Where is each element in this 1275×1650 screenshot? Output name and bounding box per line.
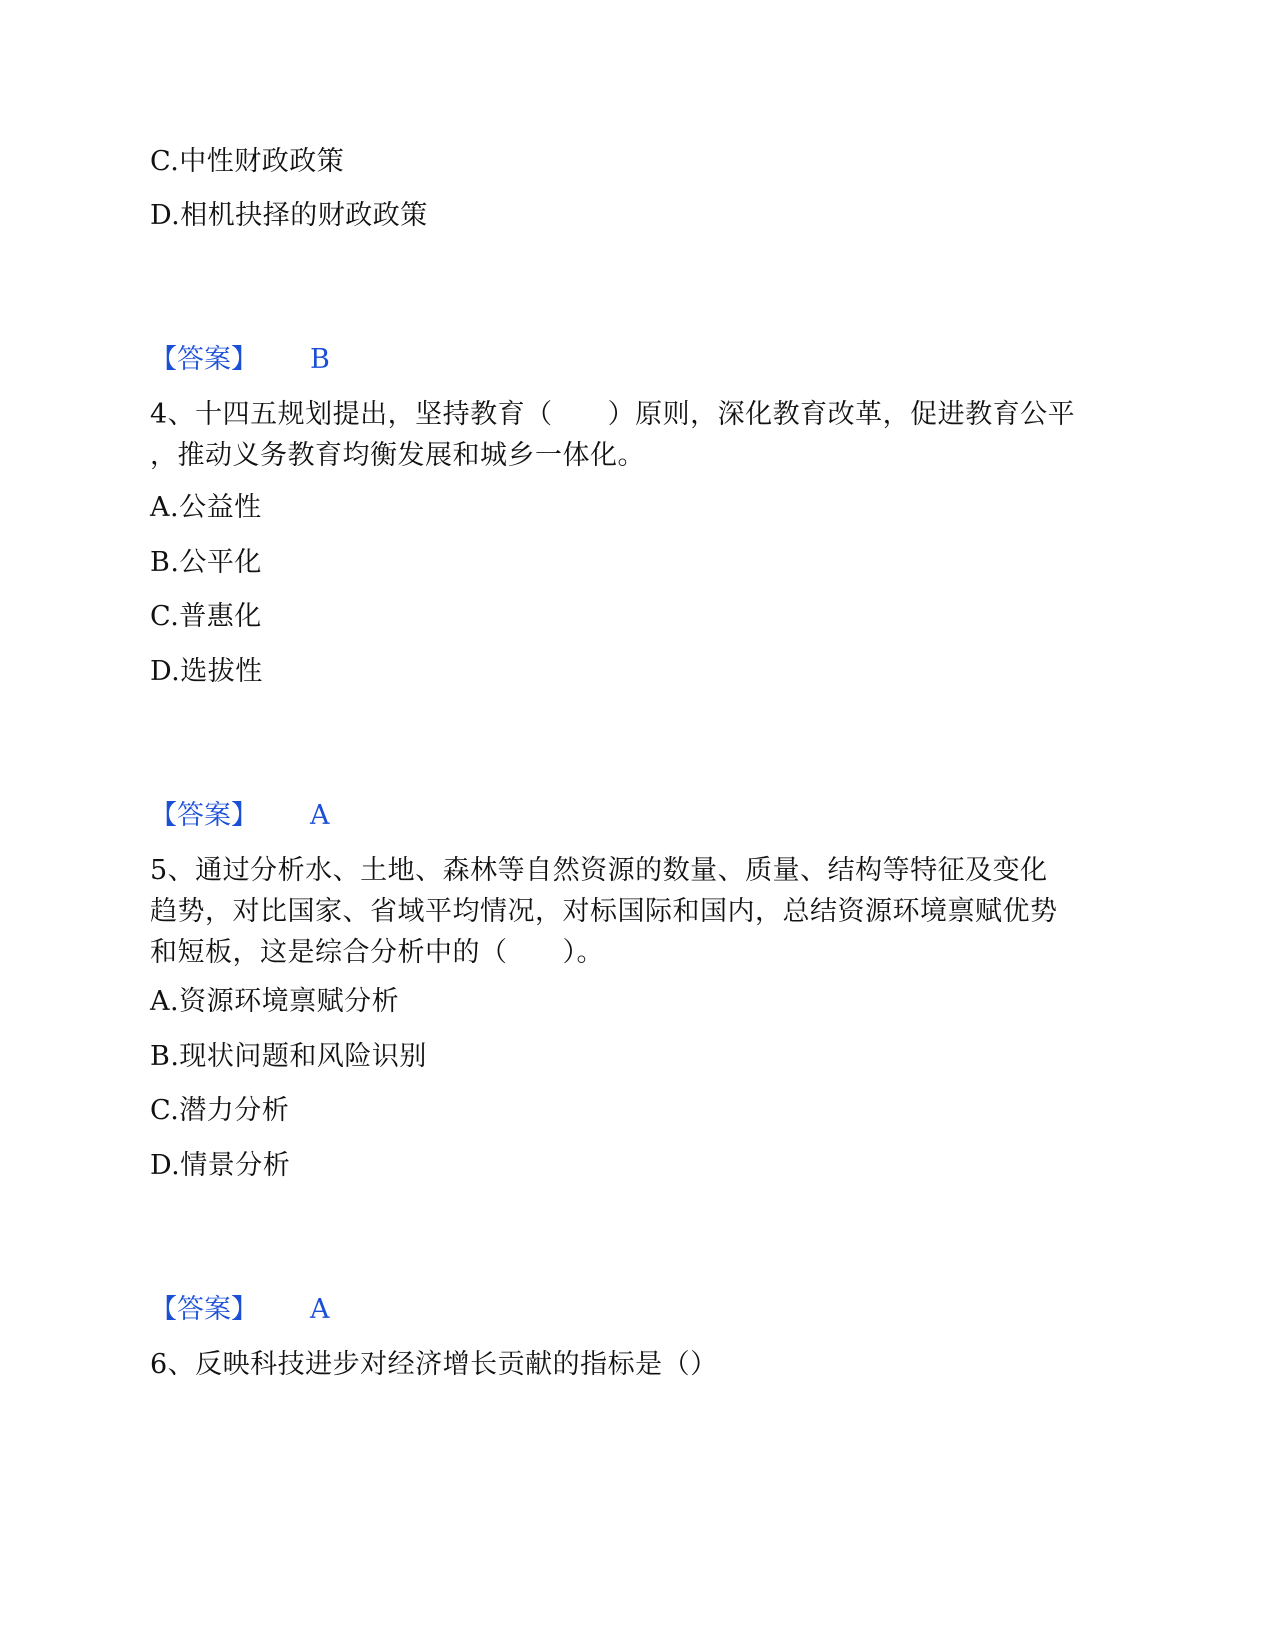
q4-stem-line-1: 4、十四五规划提出，坚持教育（ ）原则，深化教育改革，促进教育公平 (150, 399, 1076, 430)
q4-answer (150, 796, 330, 836)
q5-stem-line-2: 趋势，对比国家、省域平均情况，对标国际和国内，总结资源环境禀赋优势 (150, 896, 1058, 927)
q4-option-b: B.公平化 (150, 547, 262, 578)
q5-option-a: A.资源环境禀赋分析 (150, 986, 400, 1017)
q4-option-c: C.普惠化 (150, 601, 262, 632)
q6-stem (150, 1344, 1120, 1385)
answer-label: 【答案】 (150, 800, 258, 831)
q5-option-c: C.潜力分析 (150, 1095, 290, 1126)
q4-option-d: D.选拔性 (150, 656, 263, 687)
q5-stem-line-3: 和短板，这是综合分析中的（ ）。 (150, 937, 604, 968)
q3-answer (150, 340, 330, 380)
q5-answer (150, 1290, 330, 1330)
q3-option-c: C.中性财政政策 (150, 146, 345, 177)
q5-option-b: B.现状问题和风险识别 (150, 1041, 427, 1072)
q4-stem (150, 394, 1120, 476)
q5-stem (150, 850, 1120, 973)
q4-option-a: A.公益性 (150, 492, 262, 523)
answer-value: B (310, 344, 330, 375)
q3-option-d: D.相机抉择的财政政策 (150, 200, 428, 231)
q6-stem-line-1: 6、反映科技进步对经济增长贡献的指标是（） (150, 1349, 718, 1380)
q5-option-d: D.情景分析 (150, 1150, 291, 1181)
answer-value: A (310, 1294, 330, 1325)
q5-stem-line-1: 5、通过分析水、土地、森林等自然资源的数量、质量、结构等特征及变化 (150, 855, 1048, 886)
q4-stem-line-2: ，推动义务教育均衡发展和城乡一体化。 (150, 440, 645, 471)
answer-label: 【答案】 (150, 344, 258, 375)
answer-label: 【答案】 (150, 1294, 258, 1325)
answer-value: A (310, 800, 330, 831)
